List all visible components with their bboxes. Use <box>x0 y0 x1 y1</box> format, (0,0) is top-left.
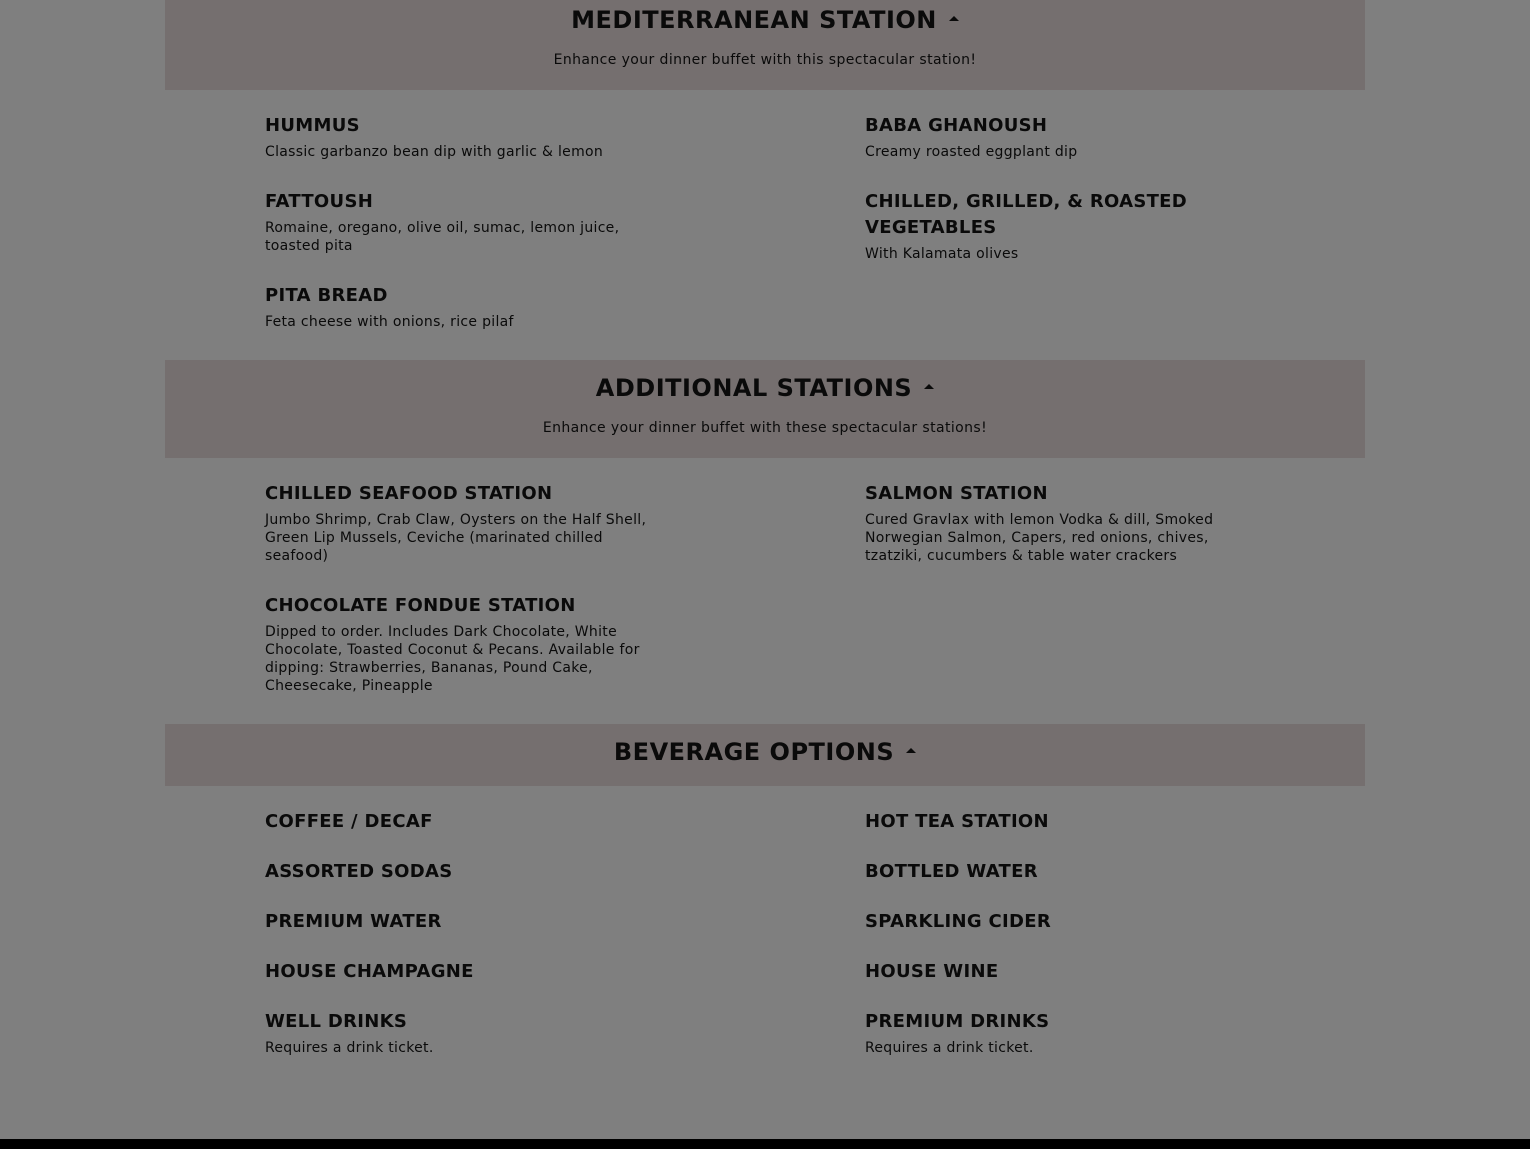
menu-item <box>865 481 1235 565</box>
menu-item <box>865 859 1275 885</box>
item-name: BABA GHANOUSH <box>865 115 1048 136</box>
item-description: With Kalamata olives <box>865 246 1019 262</box>
menu-item <box>265 909 675 935</box>
section-title[interactable] <box>165 374 1365 402</box>
section-header-mediterranean[interactable] <box>165 0 1365 90</box>
menu-item <box>265 959 675 985</box>
item-name: SALMON STATION <box>865 483 1048 504</box>
section-title-text[interactable]: MEDITERRANEAN STATION <box>571 6 937 34</box>
item-description: Requires a drink ticket. <box>265 1040 434 1056</box>
item-description: Classic garbanzo bean dip with garlic & lemon <box>265 144 604 160</box>
section-header-beverage[interactable] <box>165 724 1365 786</box>
section-header-additional[interactable] <box>165 360 1365 458</box>
item-name: SPARKLING CIDER <box>865 911 1052 932</box>
item-description: Dipped to order. Includes Dark Chocolate, White Chocolate, Toasted Coconut & Pecans. Available for dipping: Strawberries, Bananas, Pound Cake, Cheesecake, Pineapple <box>265 624 640 694</box>
caret-up-icon[interactable] <box>949 16 959 21</box>
menu-item <box>265 1009 675 1057</box>
menu-item <box>265 809 675 835</box>
section-subtitle: Enhance your dinner buffet with this spectacular station! <box>553 52 977 68</box>
item-name: PREMIUM DRINKS <box>865 1011 1050 1032</box>
item-name: CHILLED SEAFOOD STATION <box>265 483 553 504</box>
item-name: HOUSE CHAMPAGNE <box>265 961 474 982</box>
menu-item <box>865 1009 1275 1057</box>
caret-up-icon[interactable] <box>906 748 916 753</box>
section-title-text[interactable]: ADDITIONAL STATIONS <box>595 374 913 402</box>
item-name: HUMMUS <box>265 115 360 136</box>
item-description: Cured Gravlax with lemon Vodka & dill, Smoked Norwegian Salmon, Capers, red onions, chives, tzatziki, cucumbers & table water crackers <box>865 512 1214 564</box>
item-name: COFFEE / DECAF <box>265 811 433 832</box>
item-description: Requires a drink ticket. <box>865 1040 1034 1056</box>
item-name: WELL DRINKS <box>265 1011 408 1032</box>
item-name: PREMIUM WATER <box>265 911 442 932</box>
item-name: ASSORTED SODAS <box>265 861 453 882</box>
section-subtitle: Enhance your dinner buffet with these spectacular stations! <box>542 420 988 436</box>
item-description: Romaine, oregano, olive oil, sumac, lemon juice, toasted pita <box>265 220 620 254</box>
menu-item <box>265 113 675 161</box>
menu-item <box>265 481 665 565</box>
item-name: HOUSE WINE <box>865 961 999 982</box>
item-name: PITA BREAD <box>265 285 388 306</box>
section-title[interactable] <box>165 738 1365 766</box>
footer-bar <box>0 1139 1530 1149</box>
item-name: CHILLED, GRILLED, & ROASTED VEGETABLES <box>865 191 1188 238</box>
item-description: Feta cheese with onions, rice pilaf <box>265 314 514 330</box>
menu-item <box>265 189 645 255</box>
menu-item <box>265 593 665 695</box>
item-name: BOTTLED WATER <box>865 861 1038 882</box>
section-title[interactable] <box>165 6 1365 34</box>
item-name: FATTOUSH <box>265 191 374 212</box>
menu-item <box>865 809 1275 835</box>
caret-up-icon[interactable] <box>924 384 934 389</box>
item-name: HOT TEA STATION <box>865 811 1049 832</box>
menu-item <box>865 189 1205 263</box>
item-description: Jumbo Shrimp, Crab Claw, Oysters on the Half Shell, Green Lip Mussels, Ceviche (marinated chilled seafood) <box>265 512 647 564</box>
item-name: CHOCOLATE FONDUE STATION <box>265 595 576 616</box>
menu-item <box>265 859 675 885</box>
menu-item <box>865 959 1275 985</box>
menu-item <box>865 909 1275 935</box>
section-title-text[interactable]: BEVERAGE OPTIONS <box>613 738 895 766</box>
menu-item <box>865 113 1275 161</box>
menu-item <box>265 283 675 331</box>
item-description: Creamy roasted eggplant dip <box>865 144 1078 160</box>
